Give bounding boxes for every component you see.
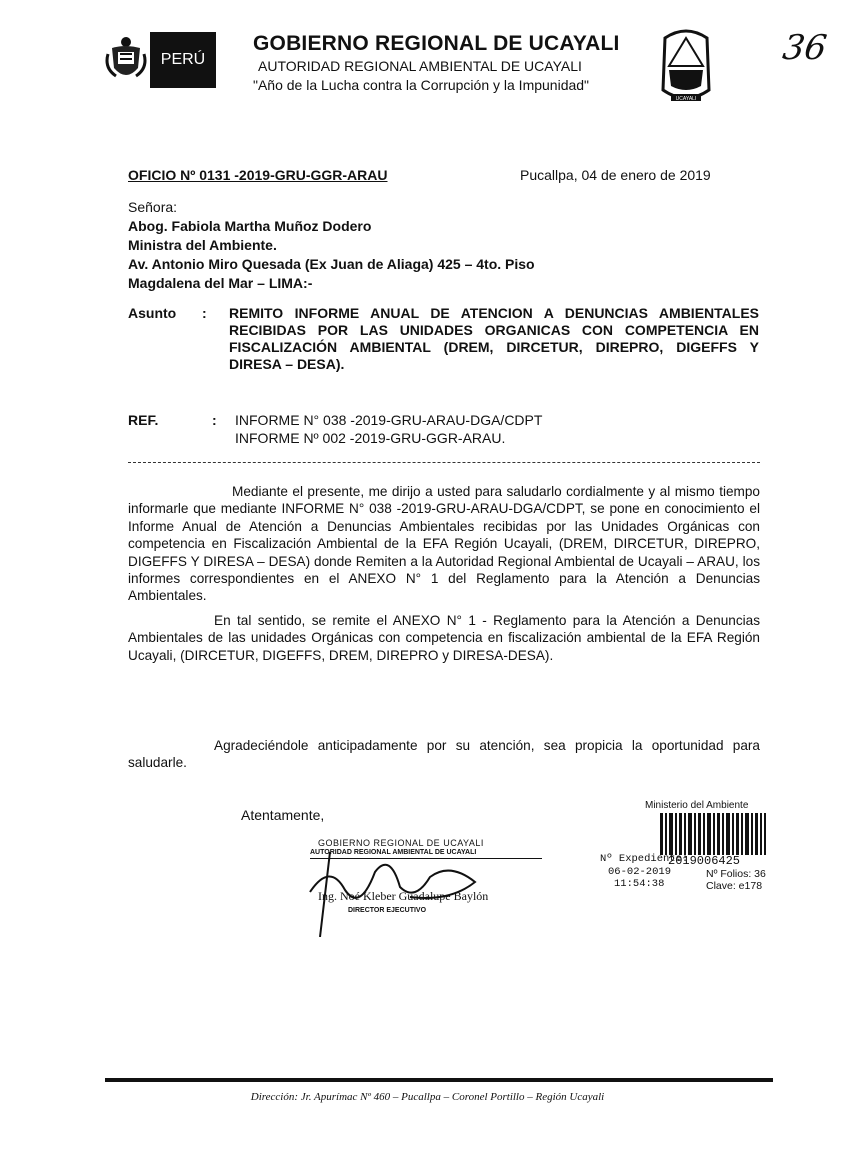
expediente-label: Nº Expediente: [600,853,689,865]
oficio-number: OFICIO Nº 0131 -2019-GRU-GGR-ARAU [128,167,388,183]
svg-text:UCAYALI: UCAYALI [675,96,697,102]
recipient-block [128,198,535,293]
salutation: Señora: [128,199,178,215]
folios-count: Nº Folios: 36 [706,868,766,880]
peru-logo-text: PERÚ [160,51,206,68]
peru-coat-of-arms-icon [104,34,148,84]
ucayali-crest-icon [657,28,715,108]
ref-label: REF. [128,412,159,428]
subject-text: REMITO INFORME ANUAL DE ATENCION A DENUNCIAS AMBIENTALES RECIBIDAS POR LAS UNIDADES ORGANICAS CON COMPETENCIA EN FISCALIZACIÓN AMBIENTAL (DREM, DIRCETUR, DIREPRO, DIGEFFS Y DIRESA – DESA). [229,305,759,372]
reception-time: 11:54:38 [614,878,665,890]
body-paragraph: Agradeciéndole anticipadamente por su atención, sea propicia la oportunidad para saludarle. [128,738,760,771]
handwritten-folio-number: 36 [780,28,830,68]
ref-list [235,411,542,447]
reception-date: 06-02-2019 [608,866,672,878]
signer-role: DIRECTOR EJECUTIVO [348,907,427,914]
subject-label: Asunto [128,305,177,321]
ref-item: INFORME N° 038 -2019-GRU-ARAU-DGA/CDPT [235,412,543,428]
expediente-number: 2019006425 [668,854,741,868]
peru-logo [150,32,216,88]
clave: Clave: e178 [706,880,763,892]
footer-divider [105,1078,773,1082]
ref-item: INFORME Nº 002 -2019-GRU-GGR-ARAU. [235,430,506,446]
closing: Atentamente, [241,807,325,823]
divider [128,462,760,463]
reception-entity: Ministerio del Ambiente [645,800,749,811]
recipient-name: Abog. Fabiola Martha Muñoz Dodero [128,218,372,234]
body-paragraph: En tal sentido, se remite el ANEXO N° 1 - Reglamento para la Atención a Denuncias Ambientales de las unidades Orgánicas con competencia en fiscalización ambiental de la EFA Región Ucayali, (DIRCETUR, DIGEFFS, DREM, DIREPRO y DIRESA-DESA). [128,613,760,663]
signer-name: Ing. Noé Kleber Guadalupe Baylón [318,889,489,903]
barcode-icon [660,813,766,855]
recipient-title: Ministra del Ambiente. [128,237,277,253]
org-subtitle: AUTORIDAD REGIONAL AMBIENTAL DE UCAYALI [258,58,582,74]
body-paragraph: Mediante el presente, me dirijo a usted para saludarlo cordialmente y al mismo tiempo informarle que mediante INFORME N° 038 -2019-GRU-ARAU-DGA/CDPT, se pone en conocimiento el Informe Anual de Atención a Denuncias Ambientales recibidas por las Unidades Orgánicas con competencia en Fiscalización Ambiental de la EFA Región Ucayali, (DREM, DIRCETUR, DIREPRO, DIGEFFS Y DIRESA – DESA) donde Remiten a la Autoridad Regional Ambiental de Ucayali – ARAU, los informes correspondientes en el ANEXO N° 1 del Reglamento para la Atención a Denuncias Ambientales. [128,484,760,604]
ref-colon: : [212,412,217,428]
footer-address: Dirección: Jr. Apurímac Nº 460 – Pucallpa – Coronel Portillo – Región Ucayali [250,1091,605,1103]
subject-colon: : [202,305,207,321]
letter-date: Pucallpa, 04 de enero de 2019 [520,167,711,183]
year-motto: "Año de la Lucha contra la Corrupción y la Impunidad" [253,77,590,93]
recipient-address: Av. Antonio Miro Quesada (Ex Juan de Aliaga) 425 – 4to. Piso [128,256,535,272]
signature-stamp-org: GOBIERNO REGIONAL DE UCAYALI [318,838,484,848]
recipient-city: Magdalena del Mar – LIMA:- [128,275,313,291]
org-title: GOBIERNO REGIONAL DE UCAYALI [253,32,620,55]
signature-stamp-unit: AUTORIDAD REGIONAL AMBIENTAL DE UCAYALI [310,849,477,856]
